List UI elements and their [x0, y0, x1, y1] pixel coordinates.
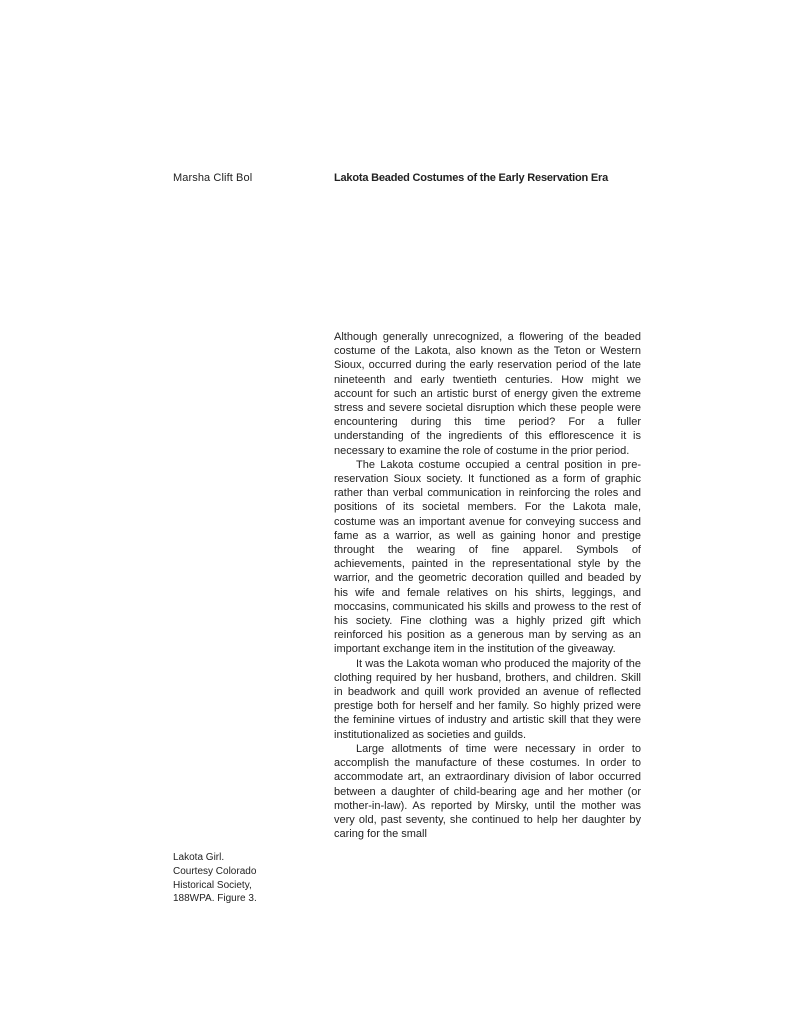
author-name: Marsha Clift Bol: [173, 172, 253, 184]
body-paragraph: Large allotments of time were necessary in order to accomplish the manufacture of these costumes. In order to accommodate art, an extraordinary division of labor occurred between a daughter of child-bearing age and her mother (or mother-in-law). As reported by Mirsky, until the mother was very old, past seventy, she continued to help her daughter by caring for the small: [334, 742, 641, 841]
figure-caption: [173, 851, 293, 906]
body-paragraph: Although generally unrecognized, a flowering of the beaded costume of the Lakota, also known as the Teton or Western Sioux, occurred during the early reservation period of the late nineteenth and early twentieth centuries. How might we account for such an artistic burst of energy given the extreme stress and severe societal disruption which these people were encountering during this time period? For a fuller understanding of the ingredients of this efflorescence it is necessary to examine the role of costume in the prior period.: [334, 331, 641, 457]
caption-line: Lakota Girl.: [173, 852, 225, 863]
caption-line: Courtesy Colorado: [173, 865, 257, 877]
caption-line: Historical Society,: [173, 879, 252, 891]
article-body: [334, 330, 641, 841]
caption-line: 188WPA. Figure 3.: [173, 893, 257, 905]
body-paragraph: It was the Lakota woman who produced the majority of the clothing required by her husband, brothers, and children. Skill in beadwork and quill work provided an avenue of reflected prestige both for herself and her family. So highly prized were the feminine virtues of industry and artistic skill that they were institutionalized as societies and guilds.: [334, 657, 641, 741]
article-title: Lakota Beaded Costumes of the Early Reservation Era: [334, 172, 609, 184]
body-paragraph: The Lakota costume occupied a central position in pre-reservation Sioux society. It functioned as a form of graphic rather than verbal communication in reinforcing the roles and positions of its societal members. For the Lakota male, costume was an important avenue for conveying success and fame as a warrior, as well as gaining honor and prestige throught the wearing of fine apparel. Symbols of achievements, painted in the representational style by the warrior, and the geometric decoration quilled and beaded by his wife and female relatives on his shirts, leggings, and moccasins, communicated his skills and prowess to the rest of his society. Fine clothing was a highly prized gift which reinforced his position as a generous man by serving as an important exchange item in the institution of the giveaway.: [334, 458, 641, 656]
